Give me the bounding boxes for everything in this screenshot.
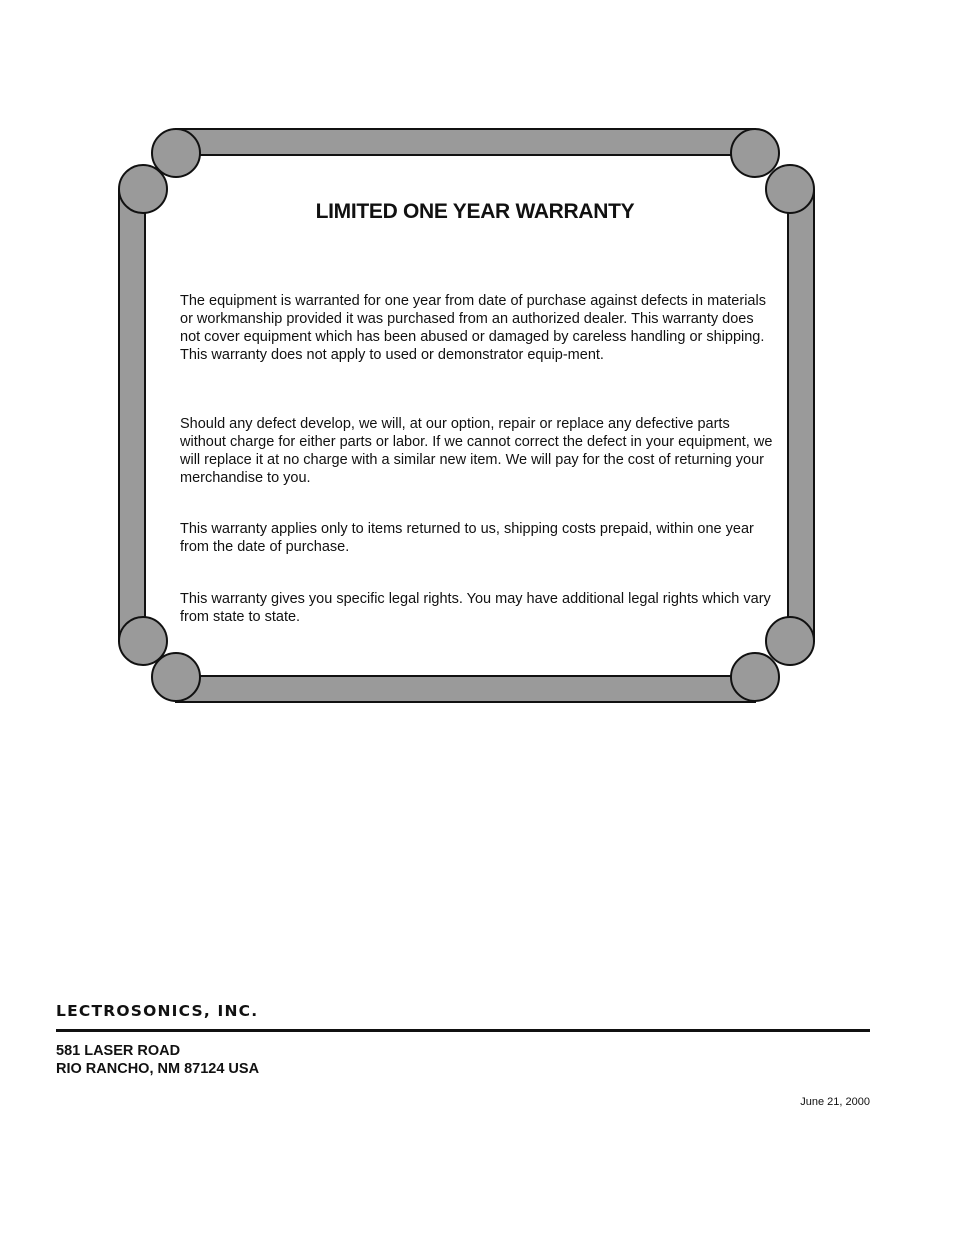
frame-left-bar [119, 190, 145, 641]
company-address [56, 1042, 259, 1078]
warranty-paragraph-returns: This warranty applies only to items returned to us, shipping costs prepaid, within one year from the date of purchase. [180, 521, 754, 555]
document-date: June 21, 2000 [800, 1096, 870, 1108]
address-city: RIO RANCHO, NM 87124 USA [56, 1061, 260, 1077]
frame-knob-left-bottom [119, 617, 167, 665]
frame-bottom-bar [176, 676, 755, 702]
warranty-paragraph-repair: Should any defect develop, we will, at our option, repair or replace any defective parts without charge for either parts or labor. If we cannot correct the defect in your equipment, we will replace it at no charge with a similar new item. We will pay for the cost of returning your merchandise to you. [180, 416, 773, 486]
company-name: LECTROSONICS, INC. [56, 1002, 259, 1020]
frame-knob-top-right [731, 129, 779, 177]
frame-knob-top-left [152, 129, 200, 177]
frame-right-bar [788, 190, 814, 641]
warranty-paragraph-legal-rights: This warranty gives you specific legal rights. You may have additional legal rights which vary from state to state. [180, 591, 771, 625]
warranty-paragraph-coverage: The equipment is warranted for one year from date of purchase against defects in materials or workmanship provided it was purchased from an authorized dealer. This warranty does not cover equipment which has been abused or damaged by careless handling or shipping. This warranty does not apply to used or demonstrator equip-ment. [180, 293, 766, 363]
warranty-title: LIMITED ONE YEAR WARRANTY [315, 200, 635, 223]
frame-top-bar [176, 129, 755, 155]
warranty-body [180, 292, 776, 626]
address-street: 581 LASER ROAD [56, 1043, 181, 1059]
frame-knob-bottom-right [731, 653, 779, 701]
frame-knob-bottom-left [152, 653, 200, 701]
company-divider [56, 1029, 870, 1032]
